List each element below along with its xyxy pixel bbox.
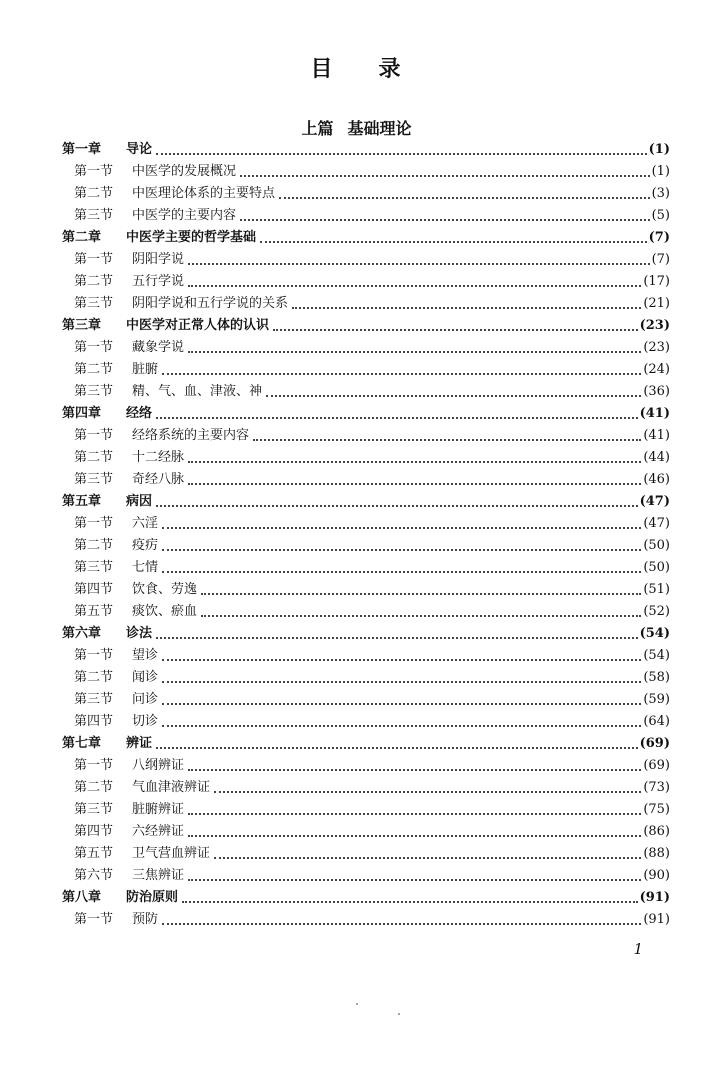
section-title: 阴阳学说和五行学说的关系 <box>132 296 289 311</box>
dot-leader <box>162 680 641 683</box>
page-reference: (54) <box>643 648 670 663</box>
section-title: 精、气、血、津液、神 <box>132 384 263 399</box>
section-title: 切诊 <box>132 714 159 729</box>
section-number: 第一节 <box>74 912 114 927</box>
chapter-number: 第五章 <box>62 494 102 509</box>
section-number: 第一节 <box>74 428 114 443</box>
scan-speck <box>398 1013 400 1015</box>
section-title: 望诊 <box>132 648 159 663</box>
section-number: 第一节 <box>74 252 114 267</box>
dot-leader <box>266 394 641 397</box>
page-reference: (24) <box>643 362 670 377</box>
page-reference: (36) <box>643 384 670 399</box>
toc-section-row <box>62 532 670 554</box>
section-title: 六经辨证 <box>132 824 185 839</box>
chapter-number: 第六章 <box>62 626 102 641</box>
section-title: 饮食、劳逸 <box>132 582 198 597</box>
section-number: 第二节 <box>74 670 114 685</box>
toc-chapter-row <box>62 400 670 422</box>
page-reference: (17) <box>643 274 670 289</box>
dot-leader <box>162 372 641 375</box>
section-title: 中医理论体系的主要特点 <box>132 186 276 201</box>
section-number: 第二节 <box>74 274 114 289</box>
dot-leader <box>188 482 641 485</box>
toc-chapter-row <box>62 488 670 510</box>
toc-section-row <box>62 158 670 180</box>
section-title: 五行学说 <box>132 274 185 289</box>
section-number: 第五节 <box>74 604 114 619</box>
page-reference: (41) <box>643 428 670 443</box>
toc-section-row <box>62 664 670 686</box>
dot-leader <box>201 614 641 617</box>
toc-section-row <box>62 708 670 730</box>
dot-leader <box>156 504 638 507</box>
toc-chapter-row <box>62 620 670 642</box>
section-number: 第四节 <box>74 582 114 597</box>
chapter-number: 第七章 <box>62 736 102 751</box>
page-reference: (7) <box>651 252 670 267</box>
dot-leader <box>188 350 641 353</box>
toc-section-row <box>62 862 670 884</box>
page-reference: (44) <box>643 450 670 465</box>
page-reference: (50) <box>643 560 670 575</box>
dot-leader <box>162 922 641 925</box>
dot-leader <box>214 790 641 793</box>
page-reference: (58) <box>643 670 670 685</box>
title-char-2: 录 <box>378 57 403 82</box>
section-number: 第三节 <box>74 208 114 223</box>
dot-leader <box>188 768 641 771</box>
section-number: 第二节 <box>74 362 114 377</box>
page-reference: (21) <box>643 296 670 311</box>
section-title: 气血津液辨证 <box>132 780 211 795</box>
page-reference: (50) <box>643 538 670 553</box>
dot-leader <box>273 328 638 331</box>
toc-section-row <box>62 356 670 378</box>
title-char-1: 目 <box>310 57 335 82</box>
page-reference: (59) <box>643 692 670 707</box>
page-reference: (5) <box>651 208 670 223</box>
toc-chapter-row <box>62 136 670 158</box>
section-title: 中医学的主要内容 <box>132 208 237 223</box>
section-title: 十二经脉 <box>132 450 185 465</box>
section-number: 第三节 <box>74 472 114 487</box>
section-title: 三焦辨证 <box>132 868 185 883</box>
section-title: 脏腑 <box>132 362 159 377</box>
toc-section-row <box>62 268 670 290</box>
scan-speck <box>356 1003 358 1005</box>
dot-leader <box>156 152 647 155</box>
page-reference: (73) <box>643 780 670 795</box>
toc-section-row <box>62 510 670 532</box>
section-number: 第一节 <box>74 758 114 773</box>
chapter-title: 经络 <box>126 406 153 421</box>
table-of-contents <box>62 136 670 928</box>
toc-chapter-row <box>62 730 670 752</box>
dot-leader <box>188 284 641 287</box>
dot-leader <box>156 746 638 749</box>
dot-leader <box>201 592 641 595</box>
dot-leader <box>260 240 647 243</box>
page-reference: (3) <box>651 186 670 201</box>
dot-leader <box>162 570 641 573</box>
dot-leader <box>240 218 650 221</box>
section-title: 中医学的发展概况 <box>132 164 237 179</box>
toc-section-row <box>62 554 670 576</box>
dot-leader <box>162 702 641 705</box>
chapter-title: 诊法 <box>126 626 153 641</box>
section-number: 第四节 <box>74 824 114 839</box>
section-number: 第一节 <box>74 648 114 663</box>
section-title: 痰饮、瘀血 <box>132 604 198 619</box>
toc-section-row <box>62 818 670 840</box>
dot-leader <box>162 548 641 551</box>
section-number: 第四节 <box>74 714 114 729</box>
page-reference: (1) <box>651 164 670 179</box>
toc-section-row <box>62 752 670 774</box>
toc-section-row <box>62 422 670 444</box>
dot-leader <box>253 438 641 441</box>
toc-section-row <box>62 180 670 202</box>
section-number: 第三节 <box>74 692 114 707</box>
dot-leader <box>188 262 650 265</box>
toc-section-row <box>62 686 670 708</box>
chapter-title: 导论 <box>126 142 153 157</box>
chapter-title: 中医学对正常人体的认识 <box>126 318 270 333</box>
dot-leader <box>156 636 638 639</box>
toc-section-row <box>62 774 670 796</box>
page-reference: (47) <box>639 494 670 509</box>
page-reference: (90) <box>643 868 670 883</box>
section-number: 第六节 <box>74 868 114 883</box>
page-reference: (52) <box>643 604 670 619</box>
dot-leader <box>188 834 641 837</box>
dot-leader <box>279 196 650 199</box>
dot-leader <box>188 812 641 815</box>
toc-section-row <box>62 378 670 400</box>
toc-section-row <box>62 246 670 268</box>
dot-leader <box>188 878 641 881</box>
page-reference: (88) <box>643 846 670 861</box>
section-number: 第二节 <box>74 450 114 465</box>
part-name: 基础理论 <box>347 119 412 138</box>
page-reference: (46) <box>643 472 670 487</box>
chapter-title: 防治原则 <box>126 890 179 905</box>
section-number: 第一节 <box>74 340 114 355</box>
toc-section-row <box>62 642 670 664</box>
toc-chapter-row <box>62 224 670 246</box>
section-number: 第三节 <box>74 560 114 575</box>
section-title: 藏象学说 <box>132 340 185 355</box>
dot-leader <box>188 460 641 463</box>
chapter-number: 第八章 <box>62 890 102 905</box>
toc-section-row <box>62 290 670 312</box>
toc-section-row <box>62 840 670 862</box>
page-reference: (54) <box>639 626 670 641</box>
section-title: 八纲辨证 <box>132 758 185 773</box>
section-title: 疫疠 <box>132 538 159 553</box>
section-number: 第一节 <box>74 516 114 531</box>
toc-section-row <box>62 598 670 620</box>
chapter-number: 第四章 <box>62 406 102 421</box>
page-reference: (64) <box>643 714 670 729</box>
page-reference: (69) <box>639 736 670 751</box>
toc-chapter-row <box>62 312 670 334</box>
chapter-number: 第三章 <box>62 318 102 333</box>
section-title: 六淫 <box>132 516 159 531</box>
section-title: 七情 <box>132 560 159 575</box>
page-reference: (1) <box>648 142 670 157</box>
section-number: 第五节 <box>74 846 114 861</box>
toc-chapter-row <box>62 884 670 906</box>
dot-leader <box>240 174 650 177</box>
page-reference: (23) <box>639 318 670 333</box>
page-title <box>0 52 713 83</box>
chapter-number: 第二章 <box>62 230 102 245</box>
section-title: 脏腑辨证 <box>132 802 185 817</box>
dot-leader <box>162 658 641 661</box>
dot-leader <box>162 526 641 529</box>
page-reference: (86) <box>643 824 670 839</box>
page-reference: (41) <box>639 406 670 421</box>
toc-section-row <box>62 334 670 356</box>
page-number: 1 <box>633 940 643 958</box>
dot-leader <box>214 856 641 859</box>
page-reference: (69) <box>643 758 670 773</box>
page-reference: (51) <box>643 582 670 597</box>
toc-section-row <box>62 466 670 488</box>
section-title: 阴阳学说 <box>132 252 185 267</box>
section-number: 第二节 <box>74 538 114 553</box>
chapter-title: 中医学主要的哲学基础 <box>126 230 257 245</box>
toc-section-row <box>62 202 670 224</box>
section-number: 第三节 <box>74 296 114 311</box>
section-number: 第二节 <box>74 186 114 201</box>
section-title: 问诊 <box>132 692 159 707</box>
part-label: 上篇 <box>301 119 334 138</box>
page-reference: (75) <box>643 802 670 817</box>
toc-section-row <box>62 796 670 818</box>
section-title: 经络系统的主要内容 <box>132 428 250 443</box>
dot-leader <box>156 416 638 419</box>
chapter-number: 第一章 <box>62 142 102 157</box>
dot-leader <box>162 724 641 727</box>
toc-section-row <box>62 906 670 928</box>
chapter-title: 辨证 <box>126 736 153 751</box>
section-number: 第二节 <box>74 780 114 795</box>
page-reference: (7) <box>648 230 670 245</box>
section-title: 预防 <box>132 912 159 927</box>
page-reference: (23) <box>643 340 670 355</box>
toc-section-row <box>62 576 670 598</box>
section-number: 第三节 <box>74 384 114 399</box>
section-number: 第一节 <box>74 164 114 179</box>
section-title: 卫气营血辨证 <box>132 846 211 861</box>
section-title: 闻诊 <box>132 670 159 685</box>
dot-leader <box>182 900 638 903</box>
section-title: 奇经八脉 <box>132 472 185 487</box>
section-number: 第三节 <box>74 802 114 817</box>
page-reference: (47) <box>643 516 670 531</box>
toc-section-row <box>62 444 670 466</box>
dot-leader <box>292 306 641 309</box>
page-reference: (91) <box>639 890 670 905</box>
chapter-title: 病因 <box>126 494 153 509</box>
page-reference: (91) <box>643 912 670 927</box>
